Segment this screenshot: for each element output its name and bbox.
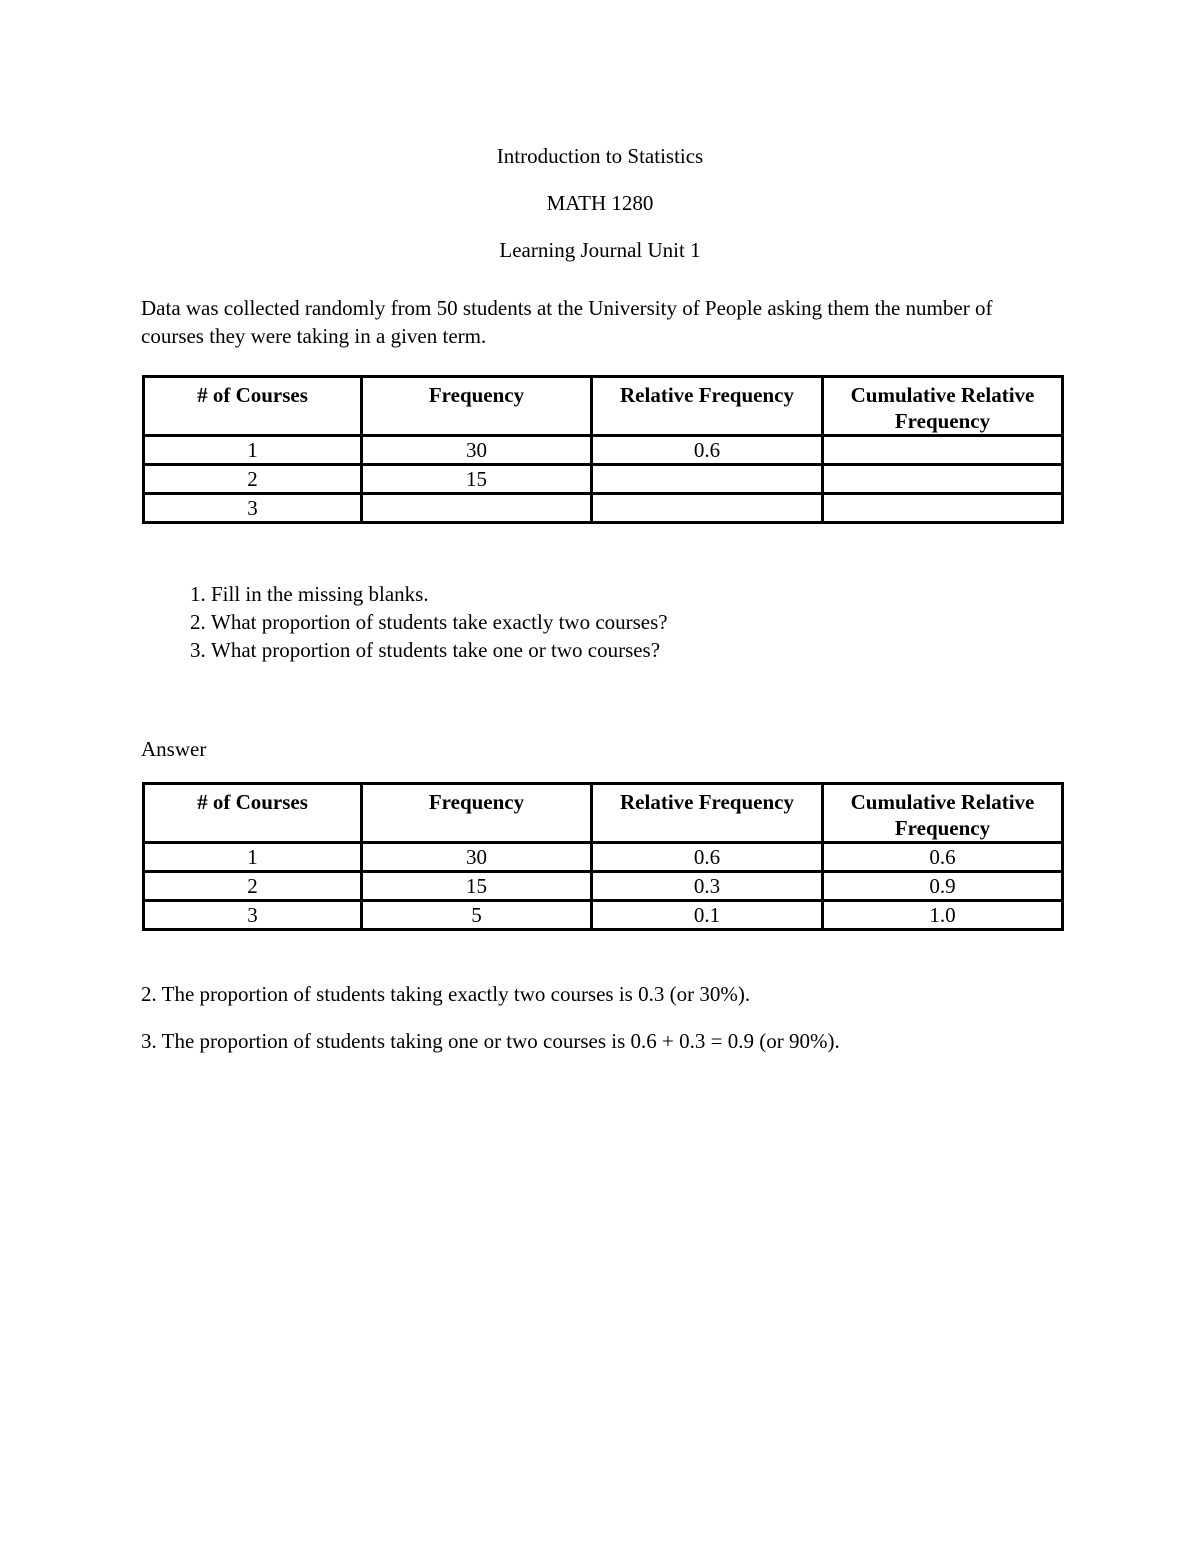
table-cell [823, 465, 1063, 494]
table-cell [592, 465, 823, 494]
table-row [144, 494, 1063, 523]
table-row [144, 872, 1063, 901]
table-cell: 30 [362, 436, 592, 465]
table-cell: 15 [362, 872, 592, 901]
column-header: Frequency [362, 377, 592, 436]
table-header-row [144, 784, 1063, 843]
question-list [141, 580, 668, 664]
table-cell: 15 [362, 465, 592, 494]
answer-table [142, 782, 1064, 931]
answer-three: 3. The proportion of students taking one or two courses is 0.6 + 0.3 = 0.9 (or 90%). [141, 1029, 840, 1053]
list-item: 2. What proportion of students take exactly two courses? [211, 608, 668, 636]
table-cell [823, 494, 1063, 523]
table-header-row [144, 377, 1063, 436]
document-title: Introduction to Statistics [496, 144, 704, 168]
question-table [142, 375, 1064, 524]
table-cell: 0.6 [592, 436, 823, 465]
table-cell: 3 [144, 494, 362, 523]
table-cell: 5 [362, 901, 592, 930]
column-header: Cumulative Relative Frequency [823, 784, 1063, 843]
column-header: # of Courses [144, 784, 362, 843]
column-header: Relative Frequency [592, 377, 823, 436]
table-cell: 0.6 [592, 843, 823, 872]
course-code: MATH 1280 [546, 191, 654, 215]
intro-paragraph: Data was collected randomly from 50 students at the University of People asking them the number of courses they were taking in a given term. [141, 296, 993, 348]
table-cell: 30 [362, 843, 592, 872]
column-header: Frequency [362, 784, 592, 843]
column-header: # of Courses [144, 377, 362, 436]
answer-two: 2. The proportion of students taking exactly two courses is 0.3 (or 30%). [141, 982, 751, 1006]
table-cell [823, 436, 1063, 465]
table-cell: 1 [144, 843, 362, 872]
unit-title: Learning Journal Unit 1 [499, 238, 701, 262]
table-cell: 1.0 [823, 901, 1063, 930]
table-cell: 2 [144, 872, 362, 901]
table-cell: 0.3 [592, 872, 823, 901]
table-row [144, 465, 1063, 494]
table-cell: 0.9 [823, 872, 1063, 901]
table-cell: 0.6 [823, 843, 1063, 872]
table-cell [592, 494, 823, 523]
table-cell: 2 [144, 465, 362, 494]
table-cell: 3 [144, 901, 362, 930]
column-header: Relative Frequency [592, 784, 823, 843]
table-cell: 1 [144, 436, 362, 465]
table-row [144, 901, 1063, 930]
list-item: 1. Fill in the missing blanks. [211, 580, 668, 608]
column-header: Cumulative Relative Frequency [823, 377, 1063, 436]
table-cell [362, 494, 592, 523]
table-cell: 0.1 [592, 901, 823, 930]
answer-heading: Answer [141, 737, 207, 761]
table-row [144, 843, 1063, 872]
list-item: 3. What proportion of students take one or two courses? [211, 636, 668, 664]
table-row [144, 436, 1063, 465]
